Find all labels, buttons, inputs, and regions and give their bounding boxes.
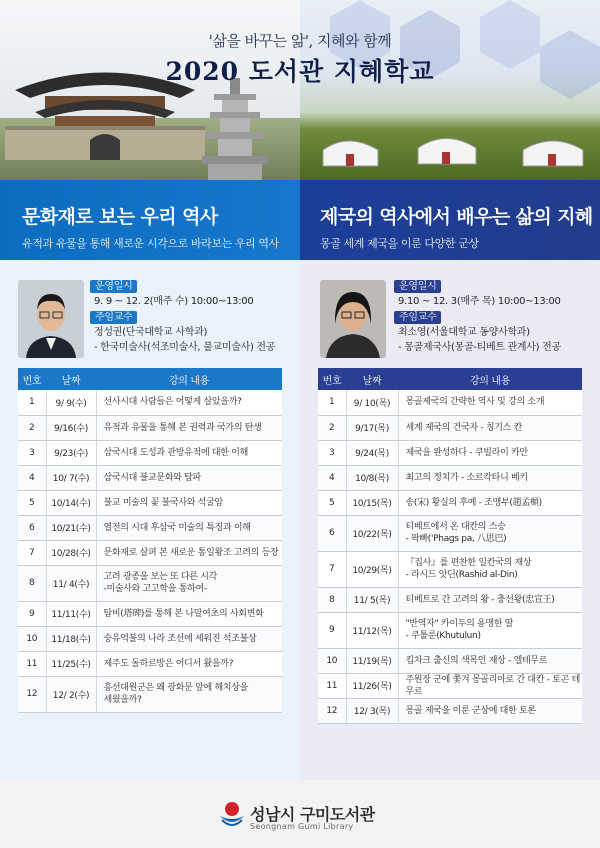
- page-title: 2020 도서관 지혜학교: [165, 57, 435, 86]
- lecture-topic: [96, 651, 282, 676]
- lecture-topic-line: 티베트로 간 고려의 왕 - 충선왕(忠宣王): [405, 594, 555, 605]
- lecture-topic: [398, 673, 582, 698]
- schedule-tag: 운영일시: [394, 280, 441, 293]
- table-row: [318, 698, 582, 723]
- lecture-topic-line: 킵차크 출신의 색목인 재상 - 엘테무르: [405, 655, 548, 666]
- lecture-topic-line: 티베트에서 온 대칸의 스승: [405, 522, 506, 532]
- lecture-topic-line: 숭유억불의 나라 조선에 세워진 석조불상: [103, 633, 257, 644]
- table-row: [318, 390, 582, 415]
- right-course-subtitle: 몽골 세계 제국을 이룬 다양한 군상: [320, 237, 479, 250]
- lecture-date: 9/ 9(수): [46, 390, 96, 415]
- lecture-date: 10/8(목): [346, 465, 398, 490]
- lecture-topic-line: 삼국시대 불교문화와 탑파: [103, 472, 201, 483]
- right-course-banner: [300, 180, 600, 260]
- right-course-info: [394, 280, 561, 357]
- table-row: [318, 587, 582, 612]
- lecture-topic: [96, 565, 282, 601]
- table-row: [18, 676, 282, 712]
- person-icon: [18, 280, 84, 358]
- lecture-topic: [398, 587, 582, 612]
- left-lecture-table: [18, 368, 282, 713]
- table-row: [18, 626, 282, 651]
- lecture-topic-line: 선사시대 사람들은 어떻게 살았을까?: [103, 397, 242, 408]
- table-row: [18, 465, 282, 490]
- professor-tag: 주임교수: [394, 311, 441, 324]
- lecture-date: 9/17(목): [346, 415, 398, 440]
- table-row: [18, 651, 282, 676]
- lecture-number: 8: [318, 587, 346, 612]
- library-name-english: Seongnam Gumi Library: [250, 822, 354, 831]
- lecture-number: 2: [18, 415, 46, 440]
- right-professor-detail: - 몽골제국사(몽골-티베트 관계사) 전공: [398, 342, 561, 353]
- lecture-topic-line: 유적과 유물을 통해 본 권력과 국가의 탄생: [103, 422, 262, 433]
- col-number: 번호: [322, 375, 342, 387]
- hero-banner: [0, 0, 600, 180]
- left-course-info: [90, 280, 275, 357]
- lecture-number: 6: [18, 515, 46, 540]
- lecture-date: 10/29(목): [346, 551, 398, 587]
- lecture-topic-line: 문화재로 살펴 본 새로운 통일왕조 고려의 등장: [103, 547, 279, 558]
- lecture-topic-line: 흥선대원군은 왜 광화문 앞에 해치상을: [103, 683, 249, 693]
- lecture-date: 9/ 10(목): [346, 390, 398, 415]
- right-schedule: 9.10 ~ 12. 3(매주 목) 10:00~13:00: [398, 296, 561, 307]
- lecture-date: 10/15(목): [346, 490, 398, 515]
- col-date: 날짜: [362, 375, 382, 387]
- table-row: [18, 540, 282, 565]
- stone-pagoda-icon: [200, 78, 270, 180]
- library-name: 성남시 구미도서관: [250, 805, 375, 824]
- left-course-banner: [0, 180, 300, 260]
- lecture-date: 10/22(목): [346, 515, 398, 551]
- lecture-topic-line: 세계 제국의 건국자 - 칭기스 칸: [405, 422, 522, 433]
- left-course-panel: [0, 260, 300, 780]
- lecture-date: 12/ 3(목): [346, 698, 398, 723]
- table-row: [18, 415, 282, 440]
- lecture-date: 10/21(수): [46, 515, 96, 540]
- lecture-topic-line: 『집사』를 편찬한 일칸국의 재상: [405, 558, 532, 568]
- lecture-topic-line: 제국을 완성하다 - 쿠빌라이 카안: [405, 447, 528, 458]
- lecture-number: 3: [18, 440, 46, 465]
- lecture-topic: [398, 551, 582, 587]
- table-row: [318, 515, 582, 551]
- lecture-topic-line: 몽골제국의 간략한 역사 및 강의 소개: [405, 397, 545, 408]
- right-course-title: 제국의 역사에서 배우는 삶의 지혜: [320, 206, 593, 228]
- table-row: [18, 490, 282, 515]
- lecture-date: 11/11(수): [46, 601, 96, 626]
- schedule-tag: 운영일시: [90, 280, 137, 293]
- table-row: [18, 440, 282, 465]
- lecture-topic-line: 세웠을까?: [103, 695, 142, 705]
- col-topic: 강의 내용: [168, 375, 210, 387]
- lecture-topic-line: -미술사와 고고학을 통하여-: [103, 584, 207, 594]
- lecture-topic-line: 주원장 군에 쫓겨 몽골리아로 간 대칸 - 토곤 테무르: [405, 674, 581, 697]
- lecture-topic: [398, 515, 582, 551]
- hero-tagline: '삶을 바꾸는 앎', 지혜와 함께: [208, 32, 392, 50]
- lecture-topic: [96, 440, 282, 465]
- lecture-date: 11/25(수): [46, 651, 96, 676]
- lecture-topic: [96, 390, 282, 415]
- lecture-topic: [398, 440, 582, 465]
- table-row: [318, 415, 582, 440]
- left-professor: 정성권(단국대학교 사학과): [94, 327, 208, 338]
- left-schedule: 9. 9 ~ 12. 2(매주 수) 10:00~13:00: [94, 296, 254, 307]
- lecture-topic: [96, 465, 282, 490]
- lecture-topic: [96, 626, 282, 651]
- lecture-number: 7: [18, 540, 46, 565]
- lecture-topic: [96, 540, 282, 565]
- professor-tag: 주임교수: [90, 311, 137, 324]
- left-professor-detail: - 한국미술사(석조미술사, 불교미술사) 전공: [94, 342, 276, 353]
- lecture-number: 9: [18, 601, 46, 626]
- lecture-topic-line: 제주도 돌하르방은 어디서 왔을까?: [103, 658, 234, 669]
- lecture-topic-line: 열전의 시대 후삼국 미술의 특징과 이해: [103, 522, 251, 533]
- lecture-topic-line: 몽골 제국을 이룬 군상에 대한 토론: [405, 705, 536, 716]
- library-logo-icon: [218, 800, 246, 826]
- lecture-date: 11/ 5(목): [346, 587, 398, 612]
- lecture-date: 10/28(수): [46, 540, 96, 565]
- lecture-topic-line: 탑비(塔碑)를 통해 본 나말여초의 사회변화: [103, 608, 264, 619]
- lecture-topic: [398, 648, 582, 673]
- lecture-topic: [398, 490, 582, 515]
- lecture-topic-line: - 라시드 앗딘(Rashid al-Din): [405, 570, 518, 580]
- col-date: 날짜: [61, 375, 81, 387]
- lecture-number: 11: [318, 673, 346, 698]
- table-row: [318, 551, 582, 587]
- yurt-icon: [318, 130, 598, 170]
- lecture-number: 9: [318, 612, 346, 648]
- lecture-topic-line: 최고의 정치가 - 소르칵타니 베키: [405, 472, 528, 483]
- lecture-topic-line: 송(宋) 황실의 후예 - 조맹부(趙孟頫): [405, 497, 542, 508]
- lecture-number: 1: [18, 390, 46, 415]
- lecture-number: 12: [18, 676, 46, 712]
- right-professor-photo: [320, 280, 386, 358]
- lecture-number: 10: [18, 626, 46, 651]
- person-icon: [320, 280, 386, 358]
- lecture-number: 11: [18, 651, 46, 676]
- lecture-number: 5: [18, 490, 46, 515]
- lecture-number: 4: [318, 465, 346, 490]
- lecture-number: 5: [318, 490, 346, 515]
- lecture-date: 10/14(수): [46, 490, 96, 515]
- table-row: [318, 440, 582, 465]
- table-row: [318, 612, 582, 648]
- lecture-number: 12: [318, 698, 346, 723]
- lecture-date: 11/12(목): [346, 612, 398, 648]
- lecture-number: 2: [318, 415, 346, 440]
- lecture-number: 1: [318, 390, 346, 415]
- right-course-panel: [300, 260, 600, 780]
- right-professor: 최소영(서울대학교 동양사학과): [398, 327, 530, 338]
- lecture-number: 10: [318, 648, 346, 673]
- col-number: 번호: [22, 375, 42, 387]
- lecture-topic: [398, 698, 582, 723]
- lecture-number: 6: [318, 515, 346, 551]
- lecture-date: 11/19(목): [346, 648, 398, 673]
- lecture-topic-line: 삼국시대 도성과 관방유적에 대한 이해: [103, 447, 249, 458]
- right-lecture-table: [318, 368, 582, 724]
- lecture-number: 7: [318, 551, 346, 587]
- col-topic: 강의 내용: [469, 375, 511, 387]
- lecture-topic-line: - 팍빠('Phags pa, 八思巴): [405, 534, 507, 544]
- left-course-title: 문화재로 보는 우리 역사: [22, 206, 218, 228]
- lecture-number: 8: [18, 565, 46, 601]
- lecture-topic-line: 고려 광종을 보는 또 다른 시각: [103, 572, 218, 582]
- lecture-topic: [96, 490, 282, 515]
- lecture-date: 12/ 2(수): [46, 676, 96, 712]
- footer: [0, 780, 600, 848]
- table-row: [18, 601, 282, 626]
- lecture-topic-line: 불교 미술의 꽃 불국사와 석굴암: [103, 497, 223, 508]
- table-row: [18, 390, 282, 415]
- table-row: [18, 515, 282, 540]
- left-course-subtitle: 유적과 유물을 통해 새로운 시각으로 바라보는 우리 역사: [22, 237, 279, 250]
- table-row: [318, 673, 582, 698]
- table-row: [318, 490, 582, 515]
- lecture-topic: [398, 415, 582, 440]
- table-row: [18, 565, 282, 601]
- lecture-number: 4: [18, 465, 46, 490]
- lecture-date: 11/26(목): [346, 673, 398, 698]
- lecture-topic: [398, 390, 582, 415]
- lecture-topic-line: - 쿠툴룬(Khutulun): [405, 631, 481, 641]
- lecture-date: 10/ 7(수): [46, 465, 96, 490]
- lecture-date: 11/18(수): [46, 626, 96, 651]
- lecture-topic-line: "반역자" 카이두의 용맹한 딸: [405, 619, 514, 629]
- left-professor-photo: [18, 280, 84, 358]
- lecture-topic: [96, 515, 282, 540]
- lecture-topic: [96, 601, 282, 626]
- lecture-topic: [96, 676, 282, 712]
- lecture-topic: [96, 415, 282, 440]
- table-row: [318, 465, 582, 490]
- lecture-topic: [398, 612, 582, 648]
- lecture-date: 9/16(수): [46, 415, 96, 440]
- lecture-date: 9/23(수): [46, 440, 96, 465]
- lecture-topic: [398, 465, 582, 490]
- table-row: [318, 648, 582, 673]
- lecture-date: 9/24(목): [346, 440, 398, 465]
- lecture-date: 11/ 4(수): [46, 565, 96, 601]
- lecture-number: 3: [318, 440, 346, 465]
